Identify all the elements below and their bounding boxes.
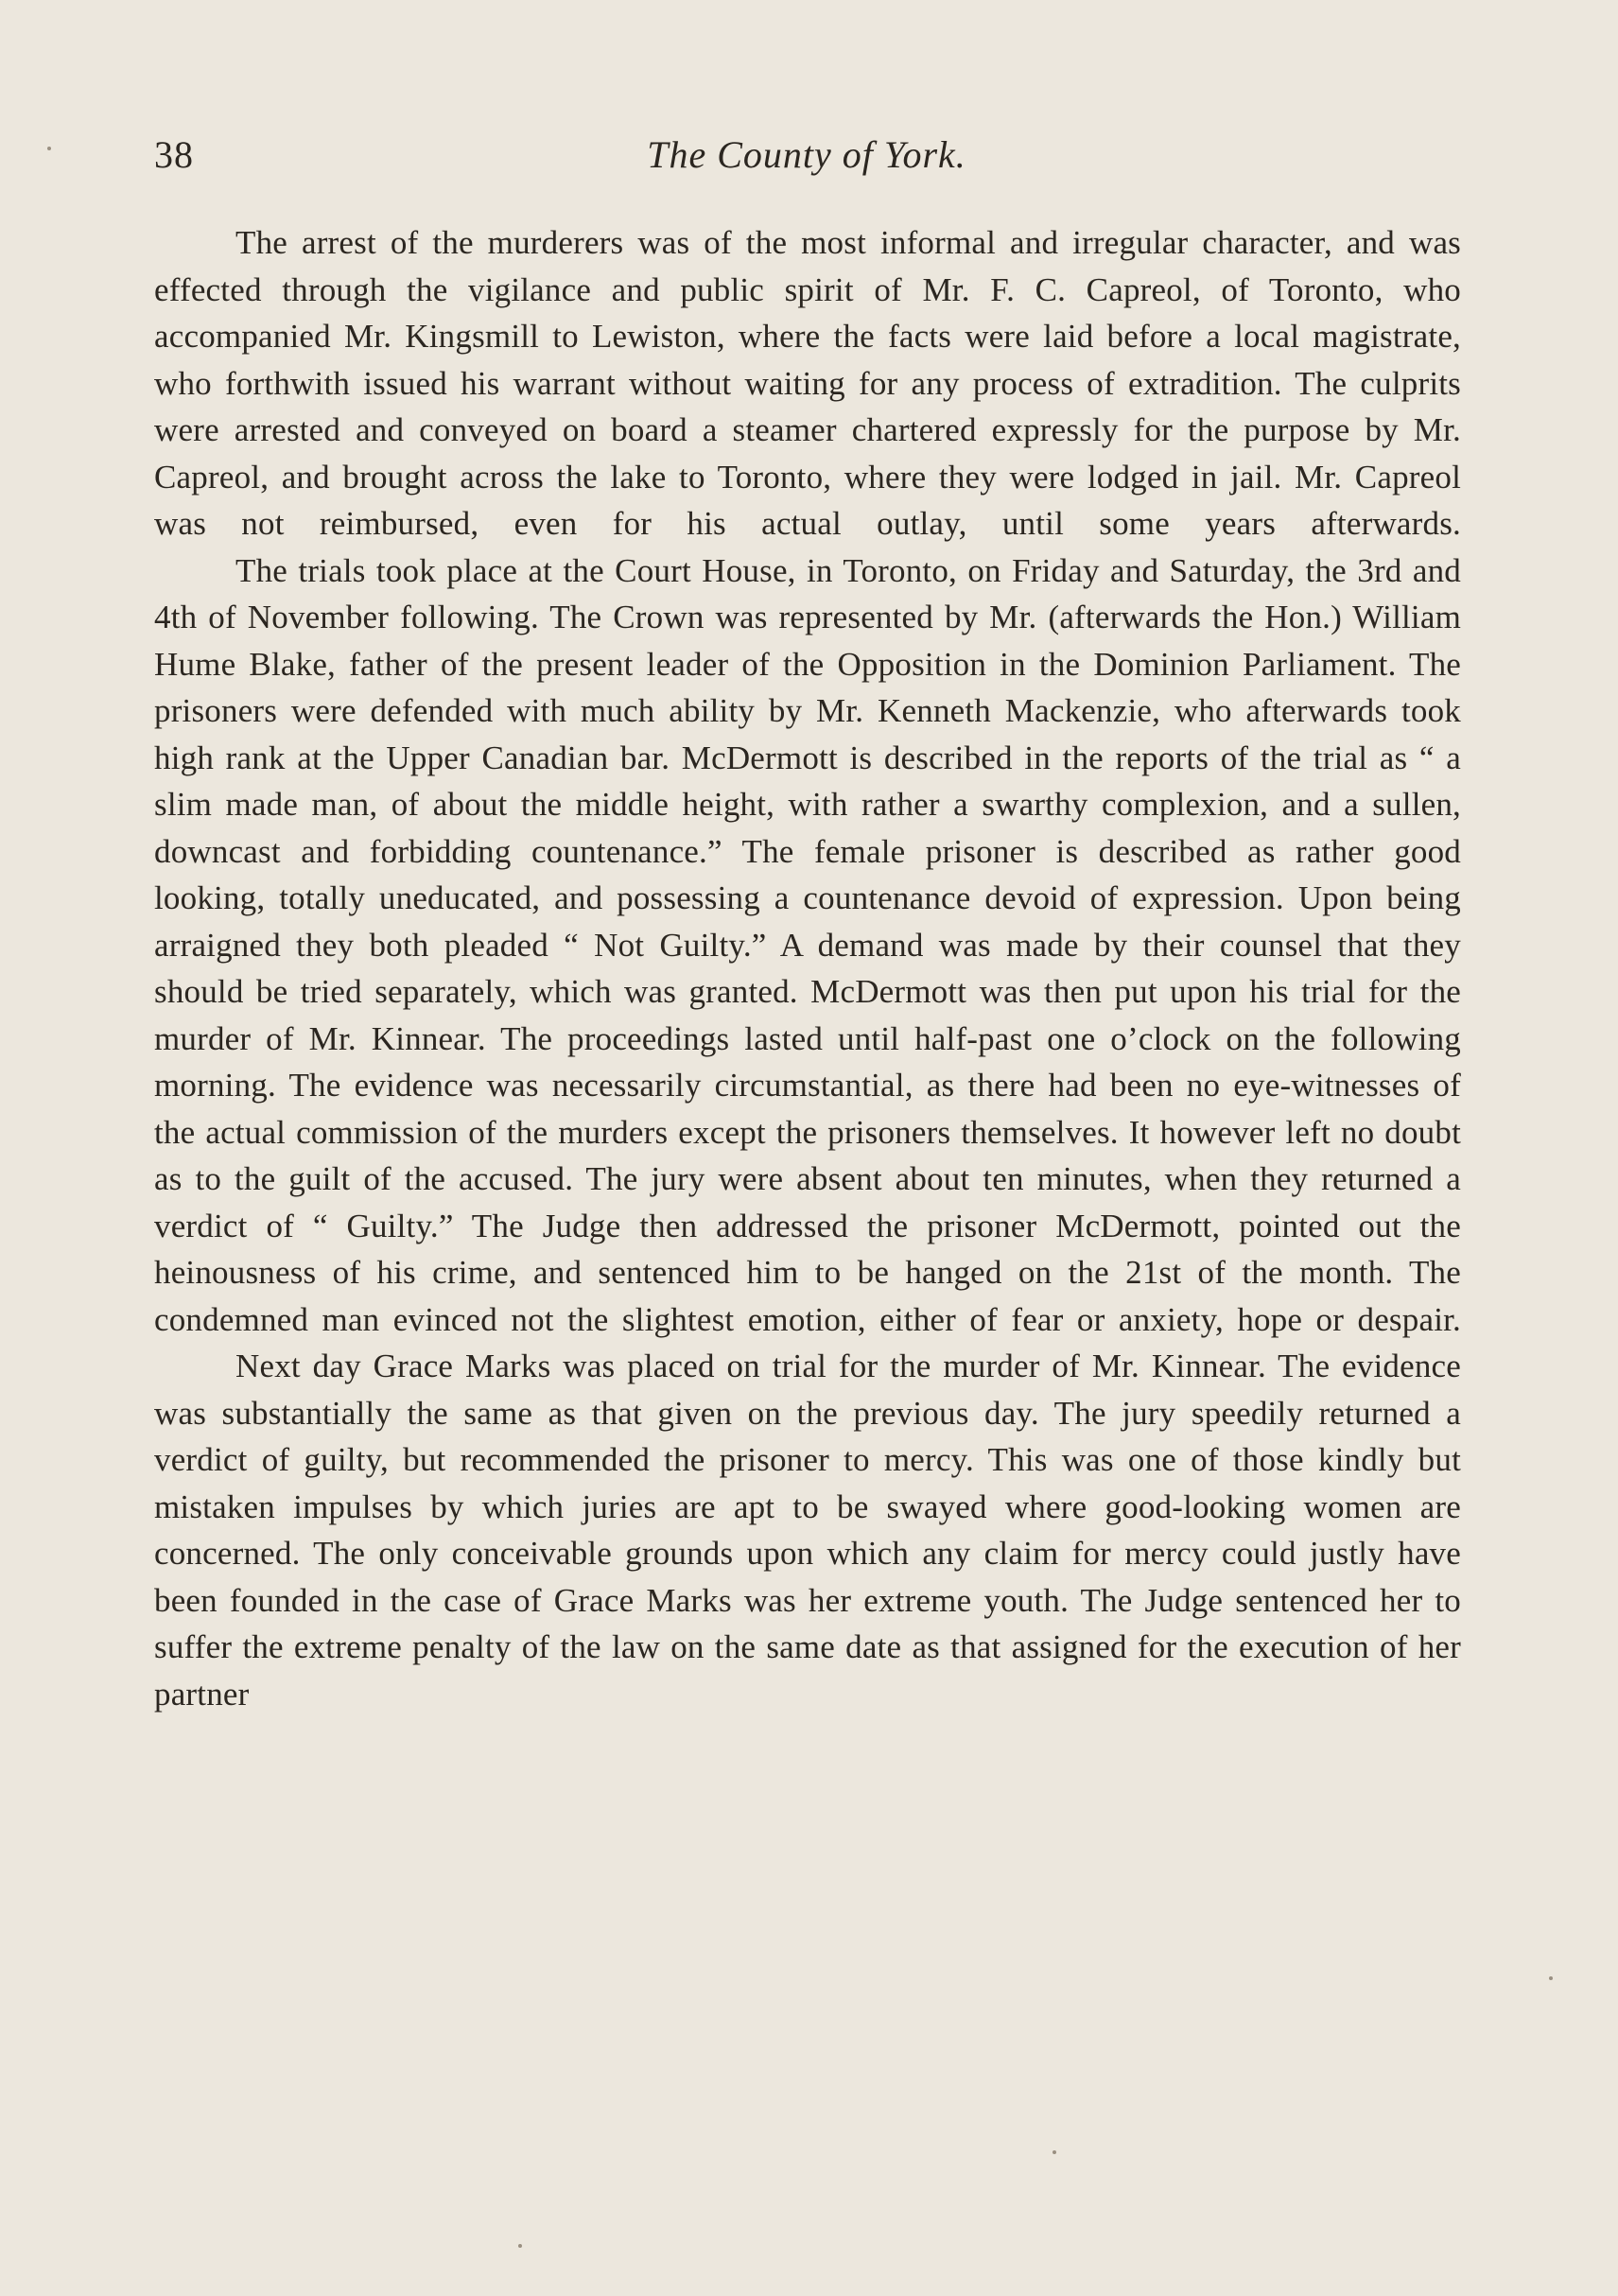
paragraph-arrest: The arrest of the murderers was of the most informal and irregular character, and was effected through the vigilance and public spirit of Mr. F. C. Capreol, of Toronto, who accompanied Mr. Kingsmill to Lewiston, where the facts were laid before a local magistrate, who forthwith issued his warrant without waiting for any process of extradition. The culprits were arrested and conveyed on board a steamer chartered expressly for the purpose by Mr. Capreol, and brought across the lake to Toronto, where they were lodged in jail. Mr. Capreol was not reimbursed, even for his actual outlay, until some years afterwards. [154, 224, 1461, 542]
paragraph-grace-marks-trial: Next day Grace Marks was placed on trial for the murder of Mr. Kinnear. The evidence was substantially the same as that given on the previous day. The jury speedily returned a verdict of guilty, but recommended the prisoner to mercy. This was one of those kindly but mistaken impulses by which juries are apt to be swayed where good-looking women are concerned. The only conceivable grounds upon which any claim for mercy could justly have been founded in the case of Grace Marks was her extreme youth. The Judge sentenced her to suffer the extreme penalty of the law on the same date as that assigned for the execution of her partner [154, 1348, 1461, 1713]
paragraph-trials: The trials took place at the Court House, in Toronto, on Friday and Saturday, the 3rd and 4th of November following. The Crown was represented by Mr. (afterwards the Hon.) William Hume Blake, father of the present leader of the Opposition in the Dominion Parliament. The prisoners were defended with much ability by Mr. Kenneth Mackenzie, who afterwards took high rank at the Upper Canadian bar. McDermott is described in the reports of the trial as “ a slim made man, of about the middle height, with rather a swarthy complexion, and a sullen, downcast and forbidding countenance.” The female prisoner is described as rather good looking, totally uneducated, and possessing a countenance devoid of expression. Upon being arraigned they both pleaded “ Not Guilty.” A demand was made by their counsel that they should be tried separately, which was granted. McDermott was then put upon his trial for the murder of Mr. Kinnear. The proceedings lasted until half-past one o’clock on the following morning. The evidence was necessarily circumstantial, as there had been no eye-witnesses of the actual commission of the murders except the prisoners themselves. It however left no doubt as to the guilt of the accused. The jury were absent about ten minutes, when they returned a verdict of “ Guilty.” The Judge then addressed the prisoner McDermott, pointed out the heinousness of his crime, and sentenced him to be hanged on the 21st of the month. The condemned man evinced not the slightest emotion, either of fear or anxiety, hope or despair. [154, 551, 1461, 1338]
print-speck [47, 147, 51, 150]
print-speck [518, 2244, 522, 2248]
print-speck [1549, 1976, 1553, 1980]
page-number: 38 [154, 133, 194, 176]
print-speck [1053, 2150, 1056, 2154]
body-text [154, 219, 1461, 1717]
running-head [154, 132, 1459, 189]
running-title: The County of York. [647, 133, 966, 176]
